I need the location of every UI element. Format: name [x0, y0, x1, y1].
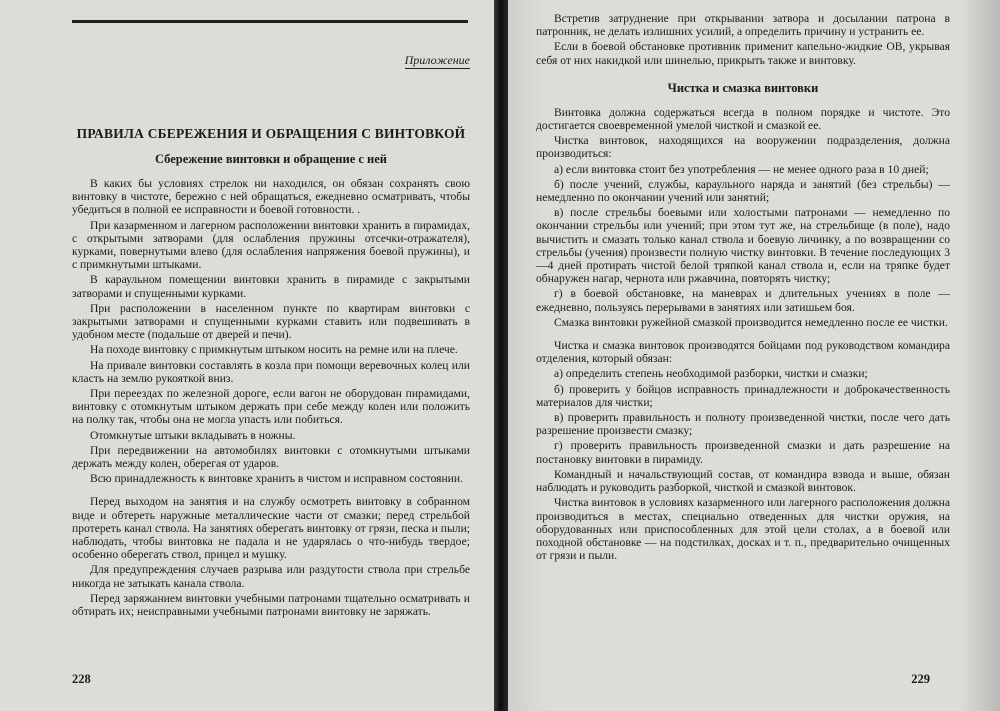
- paragraph: При переездах по железной дороге, если вагон не оборудован пирамидами, винтовку с отомкнутым штыком держать при себе между колен или положить на полку так, чтобы она не могла упасть или побиться.: [72, 387, 470, 427]
- paragraph: г) проверить правильность произведенной смазки и дать разрешение на постановку винтовки в пирамиду.: [536, 439, 950, 466]
- spacer: [536, 331, 950, 339]
- paragraph: Чистка и смазка винтовок производятся бойцами под руководством командира отделения, который обязан:: [536, 339, 950, 366]
- paragraph: Перед заряжанием винтовки учебными патронами тщательно осматривать и обтирать их; неисправными учебными патронами винтовку не заряжать.: [72, 591, 470, 619]
- section-title: Чистка и смазка винтовки: [667, 80, 819, 95]
- paragraph: Для предупреждения случаев разрыва или раздутости ствола при стрельбе никогда не затыкать канала ствола.: [72, 563, 470, 590]
- header-rule: [72, 20, 468, 23]
- section-title: Сбережение винтовки и обращение с ней: [154, 152, 388, 166]
- paragraph: г) в боевой обстановке, на маневрах и длительных учениях в поле — ежедневно, пользуясь перерывами в занятиях или затишьем боя.: [536, 287, 950, 314]
- paragraph: б) проверить у бойцов исправность принадлежности и доброкачественность материалов для чистки;: [536, 382, 950, 409]
- paragraph: Винтовка должна содержаться всегда в полном порядке и чистоте. Это достигается своевременной умелой чисткой и смазкой ее.: [536, 105, 950, 133]
- paragraph: а) определить степень необходимой разборки, чистки и смазки;: [554, 367, 868, 381]
- paragraph: Смазка винтовки ружейной смазкой производится немедленно после ее чистки.: [554, 315, 948, 329]
- paragraph: Всю принадлежность к винтовке хранить в чистом и исправном состоянии.: [90, 472, 463, 486]
- paragraph: В караульном помещении винтовки хранить в пирамиде с закрытыми затворами и спущенными курками.: [72, 273, 470, 300]
- paragraph: На привале винтовки составлять в козла при помощи веревочных колец или класть на землю рукояткой вниз.: [72, 358, 470, 385]
- right-page: [508, 0, 1000, 711]
- paragraph: Перед выходом на занятия и на службу осмотреть винтовку в собранном виде и обтереть наружные металлические части от смазки; перед стрельбой протереть канал ствола. На занятиях оберегать винтовку от грязи, песка и пыли; наблюдать, чтобы винтовка не падала и не ударялась о что-нибудь твердое; особенно оберегать ствол, прицел и мушку.: [72, 495, 470, 562]
- paragraph: При казарменном и лагерном расположении винтовки хранить в пирамидах, с открытыми затворами (для ослабления пружины отсечки-отражателя), курками, повернутыми влево (для ослабления напряжения боевой пружины), и с примкнутыми штыками.: [72, 218, 470, 272]
- chapter-title: ПРАВИЛА СБЕРЕЖЕНИЯ И ОБРАЩЕНИЯ С ВИНТОВКОЙ: [76, 126, 466, 141]
- paragraph: На походе винтовку с примкнутым штыком носить на ремне или на плече.: [90, 343, 458, 357]
- paragraph: в) проверить правильность и полноту произведенной чистки, после чего дать разрешение произвести смазку;: [536, 411, 950, 438]
- paragraph: Если в боевой обстановке противник применит капельно-жидкие ОВ, укрывая себя от них накидкой или шинелью, прикрыть также и винтовку.: [536, 40, 950, 67]
- running-header: [72, 53, 470, 68]
- spacer: [72, 487, 470, 495]
- left-page: [0, 0, 494, 711]
- paragraph: Встретив затруднение при открывании затвора и досылании патрона в патронник, не делать излишних усилий, а определить причину и устранить ее.: [536, 12, 950, 39]
- paragraph: При передвижении на автомобилях винтовки с отомкнутыми штыками держать между колен, оберегая от ударов.: [72, 443, 470, 471]
- paragraph: Отомкнутые штыки вкладывать в ножны.: [90, 428, 296, 442]
- paragraph: В каких бы условиях стрелок ни находился, он обязан сохранять свою винтовку в чистоте, бережно с ней обращаться, ежедневно осматривать, чтобы убедиться в полной ее исправности и боевой готовности. .: [72, 177, 470, 217]
- page-number: 228: [72, 672, 91, 686]
- paragraph: При расположении в населенном пункте по квартирам винтовки с закрытыми затворами и спущенными курками ставить или подвешивать в удобном месте (подальше от дверей и печи).: [72, 301, 470, 342]
- paragraph: в) после стрельбы боевыми или холостыми патронами — немедленно по окончании стрельбы или учений; при этом тут же, на стрельбище (в поле), надо вычистить и смазать только канал ствола и боевую личинку, а по возвращении со стрельбы (учения) произвести полную чистку винтовки. В течение последующих 3—4 дней протирать чистой белой тряпкой канал ствола и, если на тряпке будет обнаружен нагар, чернота или ржавчина, повторять чистку;: [536, 206, 950, 286]
- book-gutter: [494, 0, 508, 711]
- paragraph: Командный и начальствующий состав, от командира взвода и выше, обязан наблюдать и руководить разборкой, чисткой и смазкой винтовок.: [536, 467, 950, 495]
- paragraph: Чистка винтовок, находящихся на вооружении подразделения, должна производиться:: [536, 134, 950, 161]
- paragraph: а) если винтовка стоит без употребления — не менее одного раза в 10 дней;: [554, 162, 929, 176]
- running-header-text: Приложение: [404, 53, 470, 67]
- page-number: 229: [911, 672, 930, 686]
- paragraph: Чистка винтовок в условиях казарменного или лагерного расположения должна производиться в местах, специально отведенных для чистки оружия, на оборудованных или приспособленных для этой цели столах, а в боевой или походной обстановке — на подстилках, досках и т. п., предварительно очищенных от грязи и пыли.: [536, 496, 950, 563]
- paragraph: б) после учений, службы, караульного наряда и занятий (без стрельбы) — немедленно по окончании учений или занятий;: [536, 177, 950, 205]
